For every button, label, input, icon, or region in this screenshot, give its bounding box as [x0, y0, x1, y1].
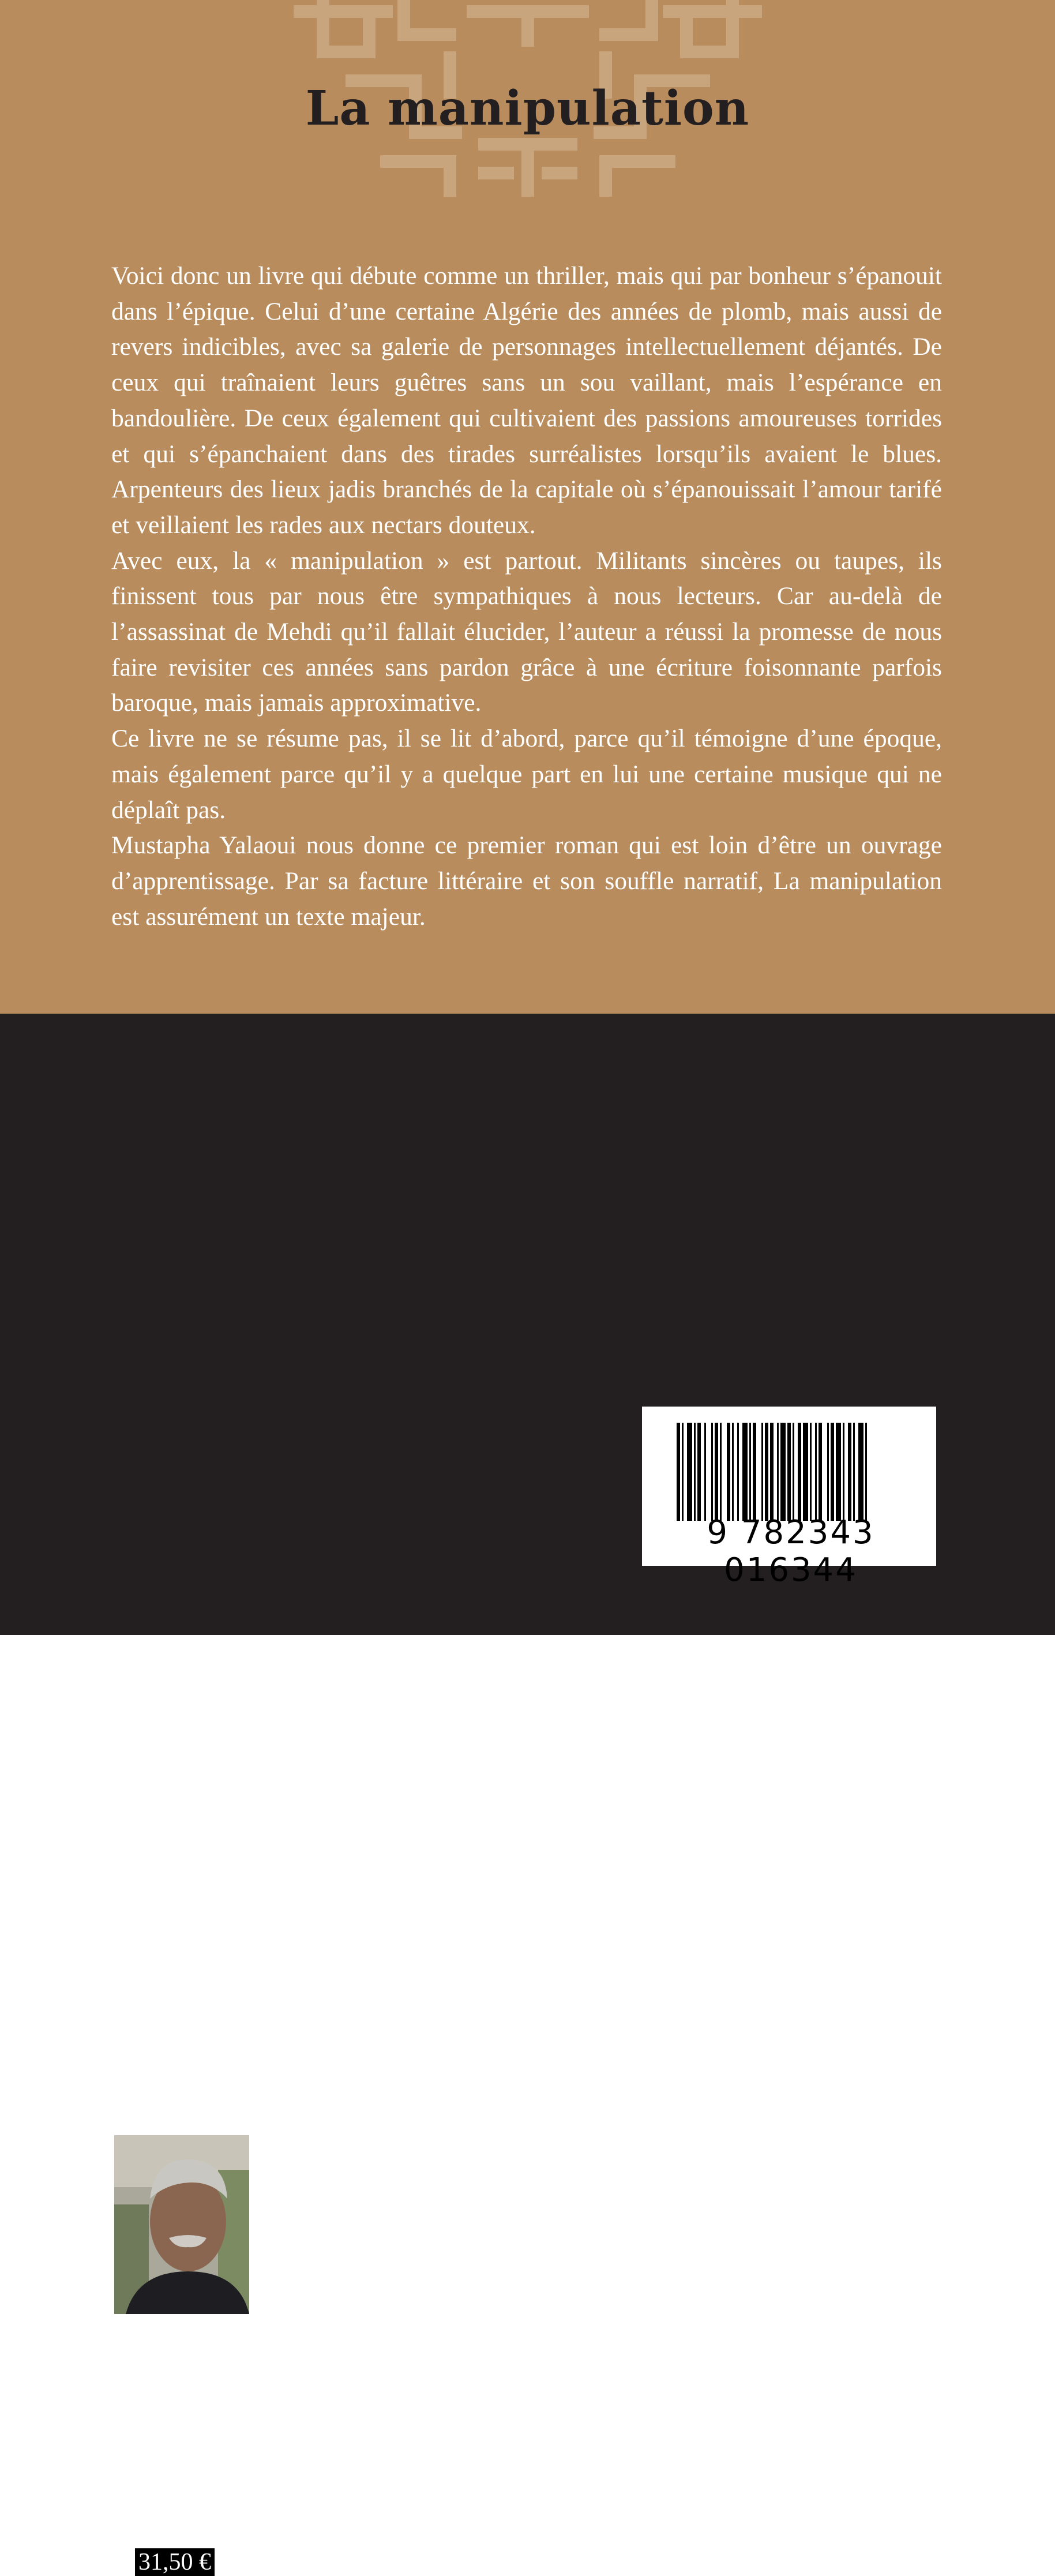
author-bio-text: À vingt ans, Mustapha Yalaoui faisait du théâtre dans la troupe de Kateb Yacine. Diplômé de l’École supérieure de journalisme d’Alger, il occupa d’abord le poste de collaborateur de production long métrage à l’ONCIC, avant de rejoindre le service culturel du journal — [276, 2090, 943, 2211]
isbn-label: ISBN : 978-2-343-01634-4 — [140, 2514, 378, 2538]
blurb-paragraph: Mustapha Yalaoui nous donne ce premier roman qui est loin d’être un ouvrage d’apprentissage. Par sa facture littéraire et son souffle narratif, La manipulation est assurément un texte majeur. — [111, 831, 942, 931]
barcode — [642, 1407, 936, 1589]
top-panel — [0, 0, 1055, 1014]
author-bio — [276, 2088, 943, 2372]
back-cover-blurb — [111, 258, 942, 935]
book-title: La manipulation — [305, 81, 750, 136]
blurb-paragraph: Ce livre ne se résume pas, il se lit d’abord, parce qu’il témoigne d’une époque, mais également parce qu’il y a quelque part en lui une certaine musique qui ne déplaît pas. — [111, 725, 942, 824]
barcode-bars — [677, 1423, 907, 1521]
author-photo — [114, 2135, 249, 2314]
blurb-paragraph: Avec eux, la « manipulation » est partout. Militants sincères ou taupes, ils finissent tous par nous être sympathiques à nous lecteurs. Car au-delà de l’assassinat de Mehdi qu’il fallait élucider, l’auteur a réussi la promesse de nous faire revisiter ces années sans pardon grâce à une écriture foisonnante parfois baroque, mais jamais approximative. — [111, 546, 942, 717]
newspaper-name: El Moudjahid — [276, 2185, 943, 2243]
author-bio-text: . En 1990, il participa à la naissance de la presse indépendante et fonda l’hebdomadaire — [276, 2217, 943, 2274]
price-tag: 31,50 € — [135, 2548, 215, 2576]
barcode-number: 9 782343 016344 — [707, 1514, 875, 1589]
weekly-name: Les Nouvelles de l’Est — [689, 2248, 938, 2274]
author-bio-text: , deuxième journal libre du pays. En 1992, au lendemain de l’assassinat de Mohamed Boudiaf, il cessa toute activité journalistique pour s’investir dans l’industrie chimique. — [276, 2248, 944, 2369]
blurb-paragraph: Voici donc un livre qui débute comme un thriller, mais qui par bonheur s’épanouit dans l’épique. Celui d’une certaine Algérie des années de plomb, mais aussi de revers indicibles, avec sa galerie de personnages intellectuellement déjantés. De ceux qui traînaient leurs guêtres sans un sou vaillant, mais l’espérance en bandoulière. De ceux également qui cultivaient des passions amoureuses torrides et qui s’épanchaient dans des tirades surréalistes lorsqu’ils avaient le blues. Arpenteurs des lieux jadis branchés de la capitale où s’épanouissait l’amour tarifé et veillaient les rades aux nectars douteux. — [111, 262, 942, 539]
